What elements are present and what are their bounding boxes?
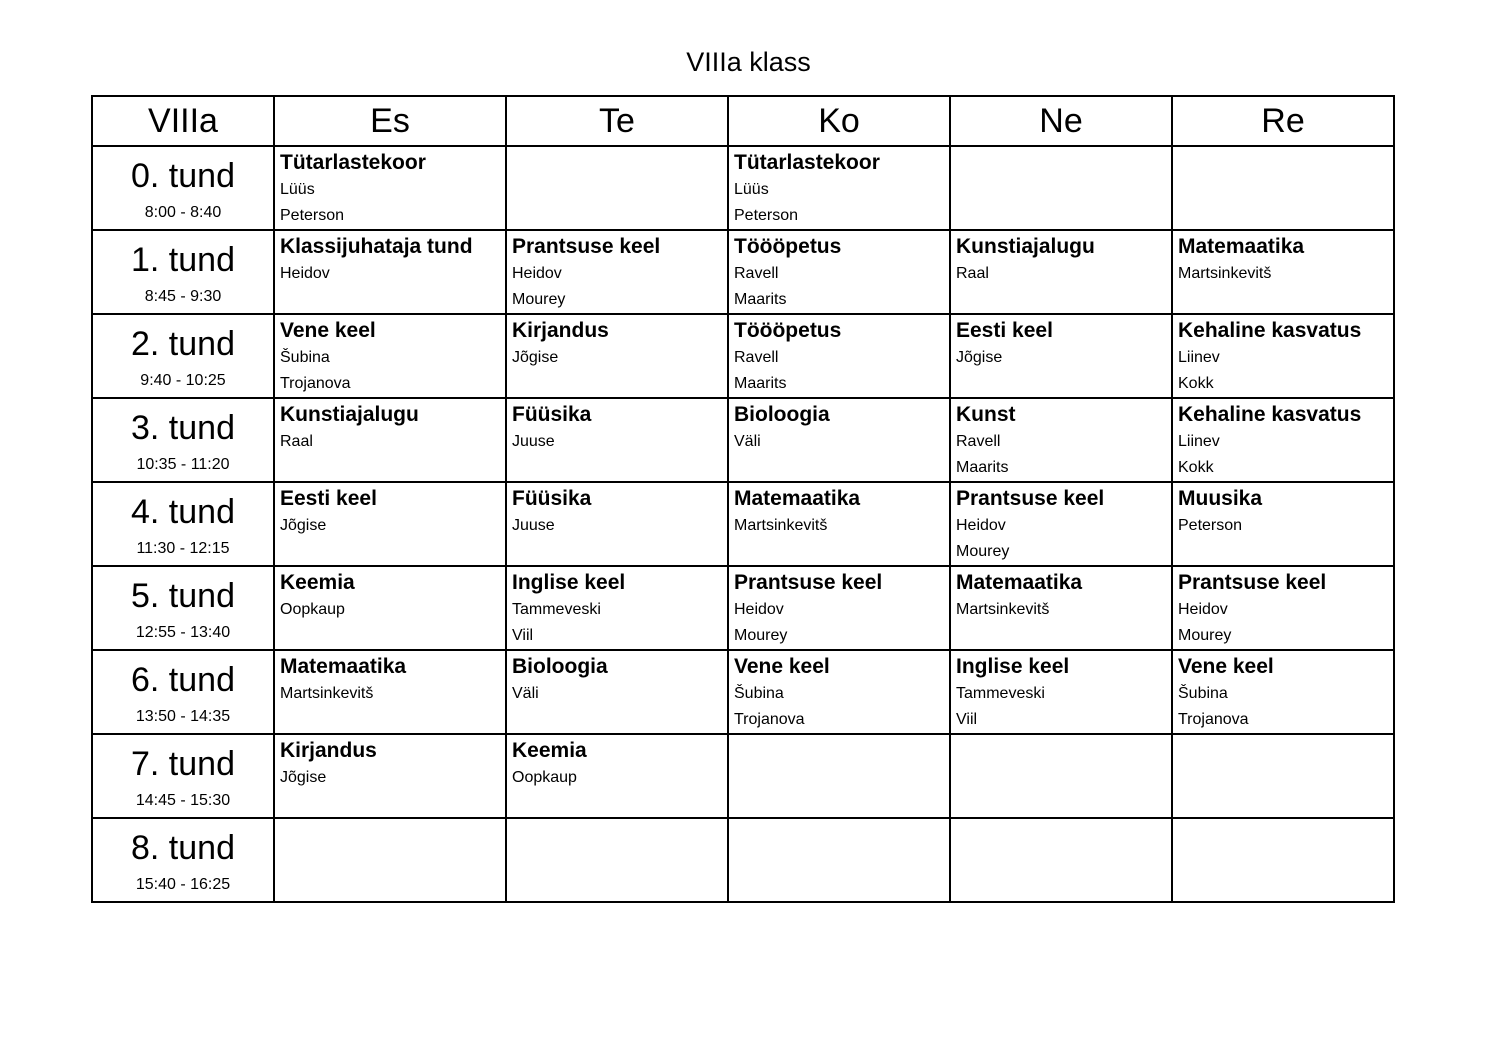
subject-name: Klassijuhataja tund (280, 235, 473, 258)
lesson-cell (1172, 734, 1394, 818)
teacher-name: Raal (956, 265, 989, 282)
lesson-cell (950, 146, 1172, 230)
teacher-name: Heidov (280, 265, 330, 282)
lesson (951, 399, 1171, 481)
subject-name: Töööpetus (734, 319, 842, 342)
lesson-cell (274, 314, 506, 398)
teacher-name: Viil (956, 711, 978, 728)
lesson-cell (1172, 818, 1394, 902)
lesson-cell (728, 146, 950, 230)
teacher-name: Maarits (956, 459, 1009, 476)
lesson-cell (506, 398, 728, 482)
teacher-name: Peterson (734, 207, 799, 224)
teacher-name: Raal (280, 433, 313, 450)
lesson (507, 399, 727, 455)
subject-name: Matemaatika (280, 655, 407, 678)
period-cell (92, 398, 274, 482)
teacher-name: Liinev (1178, 349, 1220, 366)
teacher-name: Jõgise (280, 769, 327, 786)
teacher-name: Heidov (1178, 601, 1228, 618)
lesson (729, 147, 949, 229)
lesson-cell (950, 482, 1172, 566)
lesson (951, 231, 1171, 287)
lesson-cell (950, 230, 1172, 314)
period-label: 7. tund (131, 745, 235, 783)
lesson (951, 315, 1171, 371)
period-row (92, 566, 1394, 650)
teacher-name: Peterson (1178, 517, 1243, 534)
lesson-cell (950, 650, 1172, 734)
period-row (92, 818, 1394, 902)
subject-name: Matemaatika (734, 487, 861, 510)
subject-name: Eesti keel (280, 487, 377, 510)
period-label: 8. tund (131, 829, 235, 867)
subject-name: Tütarlastekoor (734, 151, 880, 174)
lesson (275, 147, 505, 229)
lesson-cell (728, 482, 950, 566)
lesson-cell (728, 230, 950, 314)
day-header: Es (274, 96, 506, 146)
lesson (507, 315, 727, 371)
teacher-name: Jõgise (512, 349, 559, 366)
period-time: 14:45 - 15:30 (135, 792, 231, 809)
subject-name: Kunstiajalugu (956, 235, 1095, 258)
day-header: Ne (950, 96, 1172, 146)
period-row (92, 146, 1394, 230)
period-time: 8:00 - 8:40 (144, 204, 222, 221)
lesson-cell (950, 398, 1172, 482)
teacher-name: Lüüs (734, 181, 769, 198)
lesson (275, 651, 505, 707)
lesson (729, 399, 949, 455)
teacher-name: Ravell (956, 433, 1001, 450)
lesson-cell (728, 650, 950, 734)
teacher-name: Mourey (1178, 627, 1232, 644)
page-title: VIIIa klass (686, 47, 811, 77)
lesson (1173, 399, 1393, 481)
lesson (1173, 231, 1393, 287)
teacher-name: Liinev (1178, 433, 1220, 450)
lesson-cell (728, 734, 950, 818)
teacher-name: Maarits (734, 375, 787, 392)
teacher-name: Martsinkevitš (734, 517, 828, 534)
teacher-name: Väli (734, 433, 761, 450)
period-cell (92, 146, 274, 230)
subject-name: Kirjandus (512, 319, 609, 342)
period-label: 3. tund (131, 409, 235, 447)
subject-name: Kehaline kasvatus (1178, 319, 1362, 342)
lesson (729, 231, 949, 313)
lesson-cell (950, 734, 1172, 818)
subject-name: Kunstiajalugu (280, 403, 419, 426)
teacher-name: Šubina (734, 685, 784, 702)
teacher-name: Mourey (956, 543, 1010, 560)
lesson-cell (506, 482, 728, 566)
teacher-name: Trojanova (280, 375, 351, 392)
period-time: 15:40 - 16:25 (135, 876, 231, 893)
subject-name: Prantsuse keel (956, 487, 1105, 510)
period-row (92, 314, 1394, 398)
teacher-name: Heidov (512, 265, 562, 282)
period-row (92, 482, 1394, 566)
subject-name: Vene keel (280, 319, 376, 342)
lesson-cell (728, 398, 950, 482)
subject-name: Bioloogia (512, 655, 608, 678)
subject-name: Matemaatika (1178, 235, 1305, 258)
lesson-cell (1172, 146, 1394, 230)
lesson-cell (274, 734, 506, 818)
teacher-name: Tammeveski (956, 685, 1045, 702)
lesson (1173, 315, 1393, 397)
teacher-name: Peterson (280, 207, 345, 224)
period-row (92, 230, 1394, 314)
teacher-name: Tammeveski (512, 601, 601, 618)
timetable (91, 95, 1395, 903)
teacher-name: Viil (512, 627, 534, 644)
subject-name: Töööpetus (734, 235, 842, 258)
lesson-cell (274, 650, 506, 734)
subject-name: Inglise keel (956, 655, 1070, 678)
subject-name: Kunst (956, 403, 1016, 426)
period-cell (92, 230, 274, 314)
lesson-cell (274, 398, 506, 482)
lesson (729, 567, 949, 649)
teacher-name: Juuse (512, 517, 555, 534)
lesson (275, 231, 505, 287)
lesson (275, 735, 505, 791)
day-header: Ko (728, 96, 950, 146)
lesson-cell (274, 230, 506, 314)
lesson-cell (950, 818, 1172, 902)
period-cell (92, 314, 274, 398)
lesson (507, 567, 727, 649)
period-label: 5. tund (131, 577, 235, 615)
teacher-name: Mourey (512, 291, 566, 308)
lesson (275, 399, 505, 455)
subject-name: Keemia (512, 739, 587, 762)
lesson-cell (1172, 566, 1394, 650)
subject-name: Tütarlastekoor (280, 151, 426, 174)
teacher-name: Mourey (734, 627, 788, 644)
subject-name: Vene keel (1178, 655, 1274, 678)
lesson (507, 651, 727, 707)
lesson-cell (950, 314, 1172, 398)
lesson (507, 483, 727, 539)
subject-name: Prantsuse keel (512, 235, 661, 258)
teacher-name: Heidov (734, 601, 784, 618)
teacher-name: Ravell (734, 265, 779, 282)
teacher-name: Šubina (280, 349, 330, 366)
lesson (1173, 567, 1393, 649)
lesson (275, 315, 505, 397)
day-header: Te (506, 96, 728, 146)
teacher-name: Väli (512, 685, 539, 702)
period-time: 12:55 - 13:40 (135, 624, 231, 641)
teacher-name: Heidov (956, 517, 1006, 534)
lesson-cell (1172, 230, 1394, 314)
subject-name: Kirjandus (280, 739, 377, 762)
lesson-cell (506, 566, 728, 650)
period-label: 1. tund (131, 241, 235, 279)
lesson-cell (728, 566, 950, 650)
lesson-cell (274, 566, 506, 650)
teacher-name: Trojanova (734, 711, 805, 728)
teacher-name: Lüüs (280, 181, 315, 198)
lesson-cell (274, 818, 506, 902)
lesson (951, 567, 1171, 623)
teacher-name: Oopkaup (280, 601, 345, 618)
lesson-cell (506, 818, 728, 902)
subject-name: Keemia (280, 571, 355, 594)
period-label: 0. tund (131, 157, 235, 195)
lesson-cell (506, 650, 728, 734)
teacher-name: Ravell (734, 349, 779, 366)
lesson-cell (506, 734, 728, 818)
period-time: 13:50 - 14:35 (135, 708, 231, 725)
lesson (951, 483, 1171, 565)
lesson (729, 315, 949, 397)
period-cell (92, 482, 274, 566)
corner-header: VIIIa (92, 96, 274, 146)
lesson-cell (728, 818, 950, 902)
subject-name: Eesti keel (956, 319, 1053, 342)
lesson-cell (1172, 650, 1394, 734)
period-row (92, 398, 1394, 482)
period-row (92, 650, 1394, 734)
lesson (729, 651, 949, 733)
period-row (92, 734, 1394, 818)
lesson (275, 483, 505, 539)
period-time: 9:40 - 10:25 (140, 372, 226, 389)
lesson-cell (274, 146, 506, 230)
teacher-name: Martsinkevitš (1178, 265, 1272, 282)
lesson (275, 567, 505, 623)
subject-name: Bioloogia (734, 403, 830, 426)
lesson-cell (506, 146, 728, 230)
teacher-name: Martsinkevitš (280, 685, 374, 702)
subject-name: Muusika (1178, 487, 1263, 510)
teacher-name: Kokk (1178, 459, 1214, 476)
period-cell (92, 818, 274, 902)
lesson (507, 735, 727, 791)
period-time: 10:35 - 11:20 (136, 456, 230, 473)
subject-name: Prantsuse keel (1178, 571, 1327, 594)
period-time: 8:45 - 9:30 (144, 288, 222, 305)
lesson-cell (728, 314, 950, 398)
teacher-name: Jõgise (280, 517, 327, 534)
lesson-cell (1172, 314, 1394, 398)
period-label: 4. tund (131, 493, 235, 531)
period-cell (92, 650, 274, 734)
subject-name: Vene keel (734, 655, 830, 678)
subject-name: Inglise keel (512, 571, 626, 594)
teacher-name: Šubina (1178, 685, 1228, 702)
lesson-cell (950, 566, 1172, 650)
lesson (1173, 483, 1393, 539)
lesson (507, 231, 727, 313)
teacher-name: Kokk (1178, 375, 1214, 392)
subject-name: Füüsika (512, 487, 592, 510)
lesson (951, 651, 1171, 733)
period-label: 6. tund (131, 661, 235, 699)
period-label: 2. tund (131, 325, 235, 363)
lesson-cell (1172, 398, 1394, 482)
subject-name: Matemaatika (956, 571, 1083, 594)
teacher-name: Martsinkevitš (956, 601, 1050, 618)
lesson (1173, 651, 1393, 733)
period-cell (92, 734, 274, 818)
lesson-cell (1172, 482, 1394, 566)
lesson-cell (274, 482, 506, 566)
header-row (92, 96, 1394, 146)
teacher-name: Jõgise (956, 349, 1003, 366)
teacher-name: Maarits (734, 291, 787, 308)
teacher-name: Trojanova (1178, 711, 1249, 728)
subject-name: Füüsika (512, 403, 592, 426)
period-time: 11:30 - 12:15 (136, 540, 230, 557)
subject-name: Prantsuse keel (734, 571, 883, 594)
lesson-cell (506, 314, 728, 398)
teacher-name: Juuse (512, 433, 555, 450)
period-cell (92, 566, 274, 650)
teacher-name: Oopkaup (512, 769, 577, 786)
subject-name: Kehaline kasvatus (1178, 403, 1362, 426)
lesson (729, 483, 949, 539)
lesson-cell (506, 230, 728, 314)
day-header: Re (1172, 96, 1394, 146)
